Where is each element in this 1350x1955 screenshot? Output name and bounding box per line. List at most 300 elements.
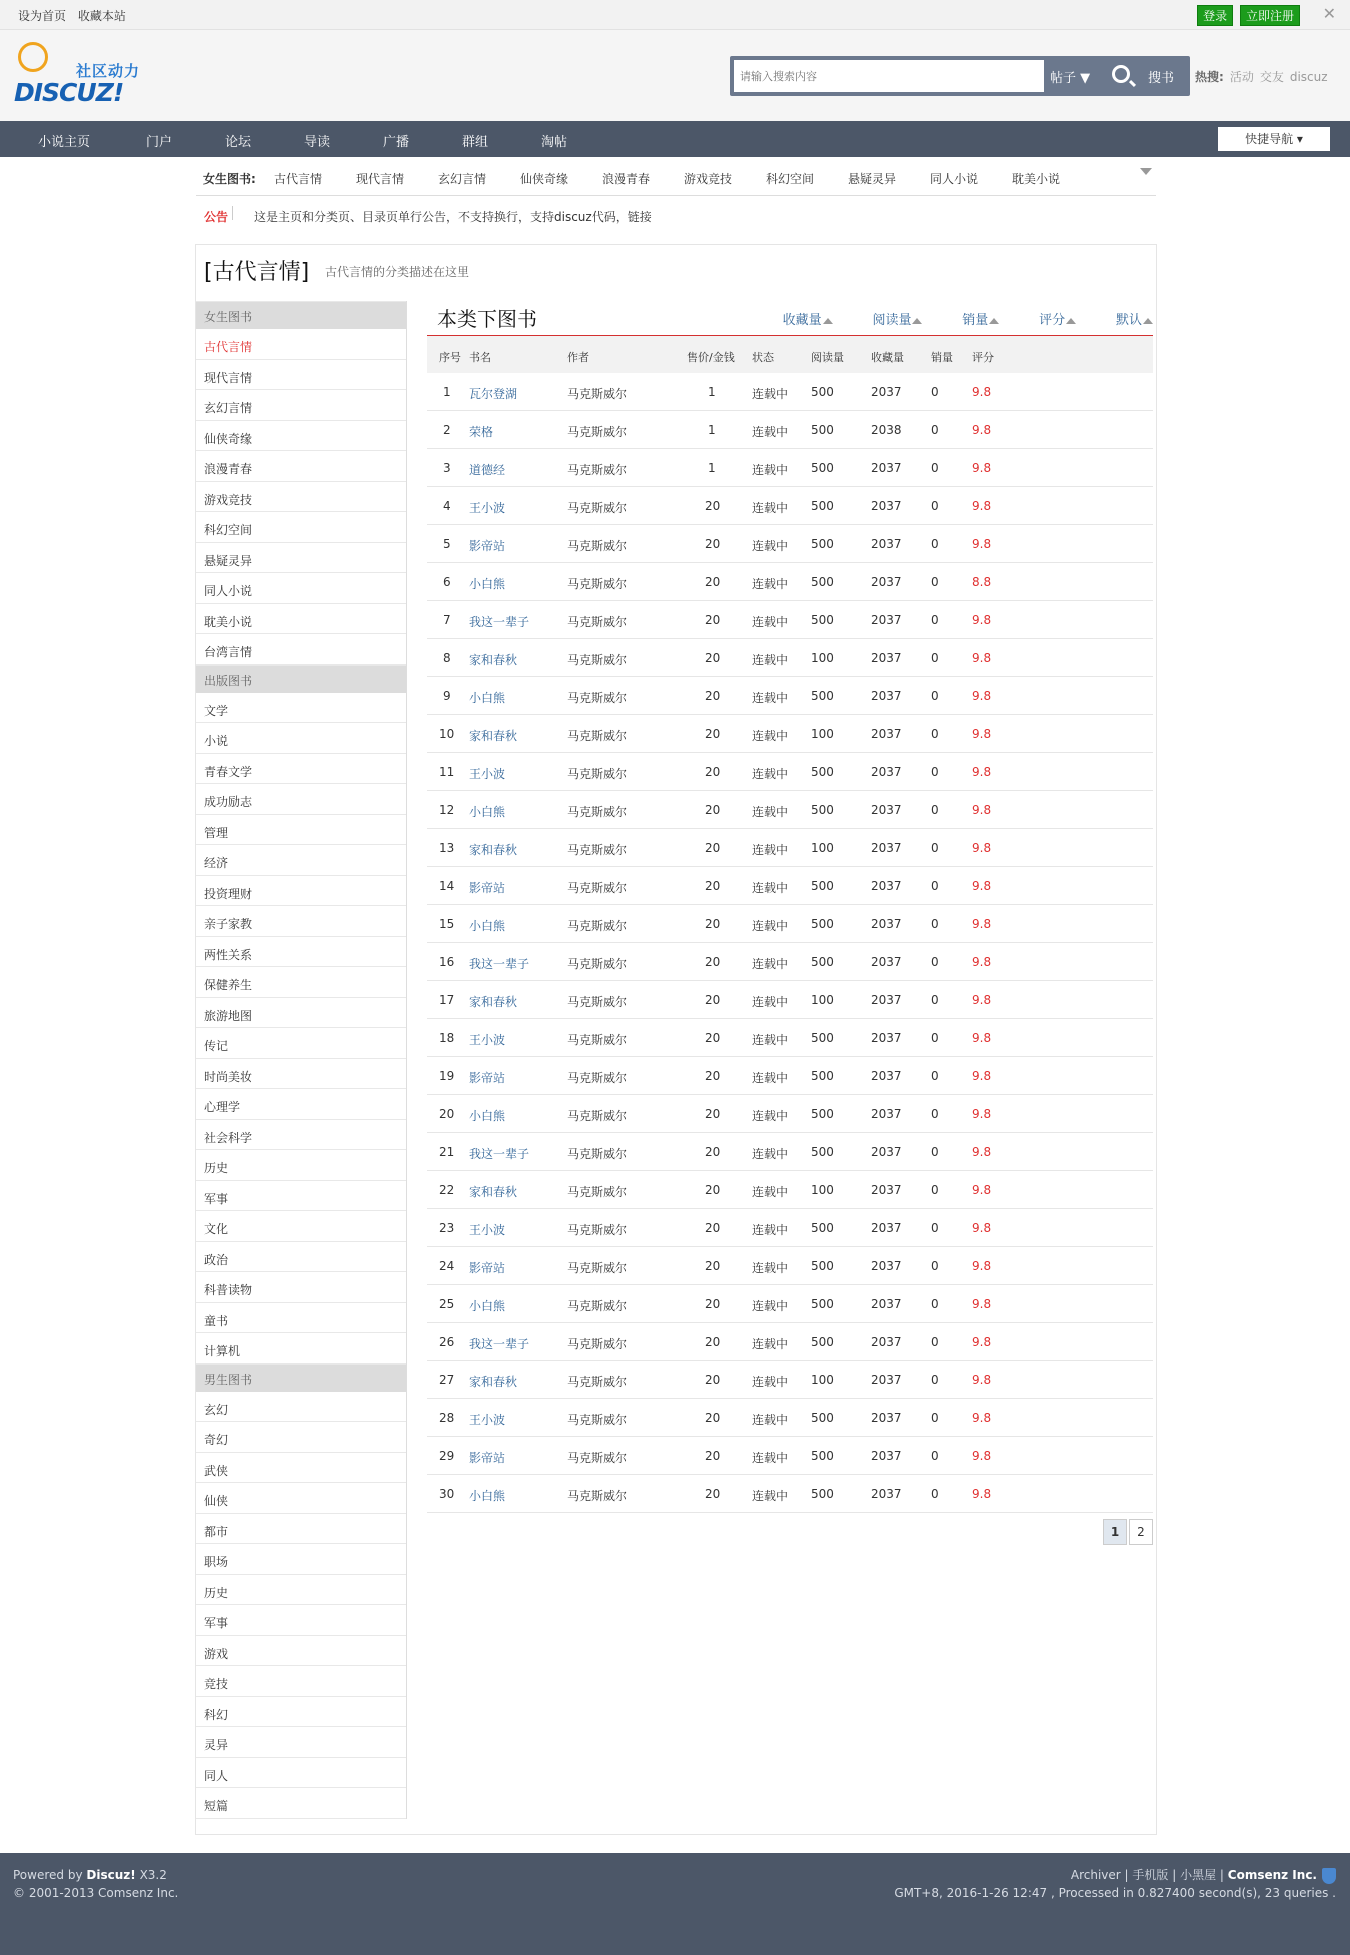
category-link[interactable]: 古代言情 bbox=[274, 172, 323, 186]
company-link[interactable]: Comsenz Inc. bbox=[1227, 1868, 1317, 1882]
book-title-link[interactable]: 家和春秋 bbox=[469, 729, 518, 743]
table-cell: 0 bbox=[931, 1411, 939, 1425]
rating-cell: 9.8 bbox=[972, 1145, 992, 1159]
table-cell: 500 bbox=[811, 1031, 834, 1045]
table-cell: 连载中 bbox=[752, 1261, 789, 1275]
table-cell: 连载中 bbox=[752, 1147, 789, 1161]
book-title-link[interactable]: 小白熊 bbox=[469, 1109, 506, 1123]
rating-cell: 9.8 bbox=[972, 1107, 992, 1121]
book-title-link[interactable]: 家和春秋 bbox=[469, 1375, 518, 1389]
sort-options bbox=[747, 309, 1153, 328]
shield-icon bbox=[1322, 1868, 1336, 1884]
sidebar-item[interactable]: 计算机 bbox=[196, 1333, 406, 1364]
column-header: 作者 bbox=[567, 351, 589, 364]
sidebar-item[interactable]: 奇幻 bbox=[196, 1422, 406, 1453]
table-cell: 20 bbox=[705, 1031, 721, 1045]
table-cell: 24 bbox=[439, 1259, 455, 1273]
sidebar-item[interactable]: 短篇 bbox=[196, 1788, 406, 1819]
rating-cell: 9.8 bbox=[972, 499, 992, 513]
table-cell: 连载中 bbox=[752, 1337, 789, 1351]
book-title-link[interactable]: 王小波 bbox=[469, 1033, 506, 1047]
rating-cell: 9.8 bbox=[972, 1031, 992, 1045]
table-cell: 2038 bbox=[871, 423, 902, 437]
table-cell: 连载中 bbox=[752, 653, 789, 667]
sidebar-item[interactable]: 同人 bbox=[196, 1758, 406, 1789]
book-title-link[interactable]: 小白熊 bbox=[469, 919, 506, 933]
table-cell: 2037 bbox=[871, 499, 902, 513]
category-link[interactable]: 同人小说 bbox=[930, 172, 979, 186]
table-cell: 0 bbox=[931, 727, 939, 741]
sidebar-item[interactable]: 武侠 bbox=[196, 1453, 406, 1484]
footer-link[interactable]: 小黑屋 bbox=[1180, 1868, 1217, 1882]
book-title-link[interactable]: 我这一辈子 bbox=[469, 957, 530, 971]
book-title-link[interactable]: 王小波 bbox=[469, 1413, 506, 1427]
table-cell: 500 bbox=[811, 1221, 834, 1235]
sidebar-item[interactable]: 灵异 bbox=[196, 1727, 406, 1758]
table-cell: 500 bbox=[811, 955, 834, 969]
hot-search bbox=[1195, 68, 1334, 85]
sort-rating[interactable] bbox=[1021, 309, 1076, 328]
book-title-link[interactable]: 小白熊 bbox=[469, 1299, 506, 1313]
table-row bbox=[427, 1057, 1153, 1095]
sort-label: 收藏量 bbox=[782, 313, 822, 328]
nav-item-groups[interactable]: 群组 bbox=[462, 135, 489, 150]
table-cell: 连载中 bbox=[752, 1489, 789, 1503]
rating-cell: 9.8 bbox=[972, 1221, 992, 1235]
sidebar-item[interactable]: 游戏竞技 bbox=[196, 482, 406, 513]
sidebar-item[interactable]: 保健养生 bbox=[196, 967, 406, 998]
table-row bbox=[427, 1133, 1153, 1171]
book-title-link[interactable]: 家和春秋 bbox=[469, 653, 518, 667]
table-cell: 连载中 bbox=[752, 957, 789, 971]
table-cell: 马克斯威尔 bbox=[567, 501, 628, 515]
table-cell: 500 bbox=[811, 1107, 834, 1121]
table-cell: 500 bbox=[811, 803, 834, 817]
book-title-link[interactable]: 影帝站 bbox=[469, 539, 506, 553]
table-row bbox=[427, 1323, 1153, 1361]
table-cell: 连载中 bbox=[752, 843, 789, 857]
table-cell: 0 bbox=[931, 1031, 939, 1045]
table-cell: 0 bbox=[931, 765, 939, 779]
table-cell: 0 bbox=[931, 1221, 939, 1235]
nav-item-guide[interactable]: 导读 bbox=[304, 135, 331, 150]
table-cell: 500 bbox=[811, 1297, 834, 1311]
table-cell: 2037 bbox=[871, 461, 902, 475]
table-cell: 20 bbox=[439, 1107, 455, 1121]
table-cell: 20 bbox=[705, 613, 721, 627]
table-cell: 连载中 bbox=[752, 1375, 789, 1389]
sidebar-item[interactable]: 军事 bbox=[196, 1605, 406, 1636]
sidebar-item[interactable]: 科幻 bbox=[196, 1697, 406, 1728]
table-cell: 5 bbox=[443, 537, 451, 551]
table-row bbox=[427, 563, 1153, 601]
login-button[interactable]: 登录 bbox=[1197, 5, 1233, 26]
nav-item-novel-home[interactable]: 小说主页 bbox=[38, 135, 91, 150]
table-cell: 0 bbox=[931, 1297, 939, 1311]
table-cell: 19 bbox=[439, 1069, 455, 1083]
sidebar-item[interactable]: 同人小说 bbox=[196, 573, 406, 604]
book-title-link[interactable]: 瓦尔登湖 bbox=[469, 387, 518, 401]
sidebar-item[interactable]: 仙侠奇缘 bbox=[196, 421, 406, 452]
sidebar-item[interactable]: 亲子家教 bbox=[196, 906, 406, 937]
table-cell: 2037 bbox=[871, 1069, 902, 1083]
rating-cell: 9.8 bbox=[972, 955, 992, 969]
table-cell: 20 bbox=[705, 1449, 721, 1463]
table-cell: 连载中 bbox=[752, 1071, 789, 1085]
rating-cell: 9.8 bbox=[972, 1069, 992, 1083]
sort-favorites[interactable] bbox=[765, 309, 833, 328]
table-cell: 1 bbox=[443, 385, 451, 399]
table-cell: 0 bbox=[931, 385, 939, 399]
search-type-select[interactable] bbox=[1050, 67, 1090, 86]
footer-link[interactable]: 手机版 bbox=[1132, 1868, 1169, 1882]
table-cell: 27 bbox=[439, 1373, 455, 1387]
sidebar-item[interactable]: 浪漫青春 bbox=[196, 451, 406, 482]
category-link[interactable]: 现代言情 bbox=[356, 172, 405, 186]
sort-reads[interactable] bbox=[854, 309, 922, 328]
logo[interactable] bbox=[14, 42, 154, 112]
table-cell: 500 bbox=[811, 879, 834, 893]
chevron-down-icon: ▼ bbox=[1080, 71, 1091, 86]
book-title-link[interactable]: 影帝站 bbox=[469, 881, 506, 895]
sidebar-item[interactable]: 经济 bbox=[196, 845, 406, 876]
sidebar-item[interactable]: 仙侠 bbox=[196, 1483, 406, 1514]
sidebar-item[interactable]: 投资理财 bbox=[196, 876, 406, 907]
table-cell: 30 bbox=[439, 1487, 455, 1501]
table-cell: 20 bbox=[705, 1107, 721, 1121]
close-icon[interactable]: ✕ bbox=[1322, 4, 1336, 23]
quick-nav-label: 快捷导航 bbox=[1245, 132, 1294, 146]
table-cell: 0 bbox=[931, 879, 939, 893]
table-cell: 20 bbox=[705, 651, 721, 665]
table-cell: 17 bbox=[439, 993, 455, 1007]
table-cell: 0 bbox=[931, 499, 939, 513]
table-cell: 20 bbox=[705, 955, 721, 969]
sidebar-item[interactable]: 耽美小说 bbox=[196, 604, 406, 635]
table-cell: 马克斯威尔 bbox=[567, 1147, 628, 1161]
table-cell: 7 bbox=[443, 613, 451, 627]
table-cell: 连载中 bbox=[752, 615, 789, 629]
table-cell: 2037 bbox=[871, 1221, 902, 1235]
rating-cell: 9.8 bbox=[972, 765, 992, 779]
logo-brand: DISCUZ! bbox=[14, 78, 124, 107]
table-cell: 0 bbox=[931, 841, 939, 855]
nav-item-broadcast[interactable]: 广播 bbox=[383, 135, 410, 150]
sidebar-item[interactable]: 管理 bbox=[196, 815, 406, 846]
table-cell: 26 bbox=[439, 1335, 455, 1349]
column-header: 收藏量 bbox=[871, 351, 904, 364]
table-cell: 500 bbox=[811, 917, 834, 931]
rating-cell: 9.8 bbox=[972, 1449, 992, 1463]
table-cell: 20 bbox=[705, 575, 721, 589]
sidebar-item[interactable]: 竞技 bbox=[196, 1666, 406, 1697]
table-cell: 马克斯威尔 bbox=[567, 729, 628, 743]
table-cell: 500 bbox=[811, 461, 834, 475]
table-cell: 20 bbox=[705, 1411, 721, 1425]
table-cell: 0 bbox=[931, 955, 939, 969]
nav-item-portal[interactable]: 门户 bbox=[146, 135, 173, 150]
table-cell: 0 bbox=[931, 613, 939, 627]
quick-nav-button[interactable] bbox=[1218, 127, 1330, 151]
table-row bbox=[427, 525, 1153, 563]
sort-default[interactable] bbox=[1098, 309, 1153, 328]
book-title-link[interactable]: 影帝站 bbox=[469, 1071, 506, 1085]
table-cell: 0 bbox=[931, 917, 939, 931]
nav-item-collections[interactable]: 淘帖 bbox=[541, 135, 568, 150]
sidebar-item[interactable]: 童书 bbox=[196, 1303, 406, 1334]
rating-cell: 9.8 bbox=[972, 841, 992, 855]
sidebar-item[interactable]: 玄幻言情 bbox=[196, 390, 406, 421]
table-cell: 马克斯威尔 bbox=[567, 387, 628, 401]
book-title-link[interactable]: 小白熊 bbox=[469, 805, 506, 819]
hot-item[interactable]: 活动 bbox=[1229, 70, 1254, 84]
column-header: 书名 bbox=[469, 351, 491, 364]
book-title-link[interactable]: 小白熊 bbox=[469, 577, 506, 591]
table-cell: 20 bbox=[705, 917, 721, 931]
rating-cell: 9.8 bbox=[972, 1297, 992, 1311]
copyright: © 2001-2013 Comsenz Inc. bbox=[13, 1886, 179, 1900]
table-cell: 马克斯威尔 bbox=[567, 1489, 628, 1503]
category-link[interactable]: 浪漫青春 bbox=[602, 172, 651, 186]
category-link[interactable]: 游戏竞技 bbox=[684, 172, 733, 186]
sidebar-item[interactable]: 文化 bbox=[196, 1211, 406, 1242]
rating-cell: 9.8 bbox=[972, 879, 992, 893]
column-header: 阅读量 bbox=[811, 351, 844, 364]
table-cell: 连载中 bbox=[752, 387, 789, 401]
sidebar-item[interactable]: 政治 bbox=[196, 1242, 406, 1273]
sidebar-item[interactable]: 时尚美妆 bbox=[196, 1059, 406, 1090]
book-title-link[interactable]: 小白熊 bbox=[469, 1489, 506, 1503]
table-cell: 1 bbox=[708, 385, 716, 399]
logo-tagline: 社区动力 bbox=[76, 62, 141, 80]
table-cell: 0 bbox=[931, 1183, 939, 1197]
table-row bbox=[427, 1475, 1153, 1513]
table-cell: 马克斯威尔 bbox=[567, 1261, 628, 1275]
set-homepage-link[interactable]: 设为首页 bbox=[18, 9, 67, 23]
brand-link[interactable]: Discuz! bbox=[86, 1868, 136, 1882]
table-cell: 马克斯威尔 bbox=[567, 1109, 628, 1123]
list-title: 本类下图书 bbox=[437, 307, 537, 331]
table-cell: 0 bbox=[931, 993, 939, 1007]
table-cell: 连载中 bbox=[752, 1299, 789, 1313]
table-row bbox=[427, 905, 1153, 943]
book-title-link[interactable]: 我这一辈子 bbox=[469, 615, 530, 629]
search-input[interactable] bbox=[734, 60, 1044, 92]
sidebar-item[interactable]: 现代言情 bbox=[196, 360, 406, 391]
table-cell: 0 bbox=[931, 1069, 939, 1083]
sidebar-item[interactable]: 心理学 bbox=[196, 1089, 406, 1120]
rating-cell: 9.8 bbox=[972, 1373, 992, 1387]
table-cell: 马克斯威尔 bbox=[567, 539, 628, 553]
footer-link[interactable]: Archiver bbox=[1070, 1868, 1121, 1882]
hot-label: 热搜: bbox=[1195, 70, 1224, 84]
table-row bbox=[427, 753, 1153, 791]
sidebar-item[interactable]: 文学 bbox=[196, 693, 406, 724]
table-cell: 2037 bbox=[871, 993, 902, 1007]
sidebar-item[interactable]: 科普读物 bbox=[196, 1272, 406, 1303]
category-link[interactable]: 玄幻言情 bbox=[438, 172, 487, 186]
table-cell: 马克斯威尔 bbox=[567, 1299, 628, 1313]
rating-cell: 9.8 bbox=[972, 651, 992, 665]
page-button[interactable]: 1 bbox=[1103, 1519, 1127, 1545]
table-cell: 2037 bbox=[871, 727, 902, 741]
sidebar-item[interactable]: 玄幻 bbox=[196, 1392, 406, 1423]
table-cell: 28 bbox=[439, 1411, 455, 1425]
rating-cell: 9.8 bbox=[972, 385, 992, 399]
sort-label: 销量 bbox=[962, 313, 989, 328]
sidebar-item[interactable]: 科幻空间 bbox=[196, 512, 406, 543]
sidebar-item[interactable]: 都市 bbox=[196, 1514, 406, 1545]
bookmark-link[interactable]: 收藏本站 bbox=[77, 9, 126, 23]
version: X3.2 bbox=[139, 1868, 167, 1882]
table-cell: 连载中 bbox=[752, 919, 789, 933]
sidebar-item[interactable]: 历史 bbox=[196, 1150, 406, 1181]
table-cell: 18 bbox=[439, 1031, 455, 1045]
table-cell: 2037 bbox=[871, 1183, 902, 1197]
page-button[interactable]: 2 bbox=[1129, 1519, 1153, 1545]
table-cell: 马克斯威尔 bbox=[567, 1185, 628, 1199]
book-title-link[interactable]: 王小波 bbox=[469, 501, 506, 515]
table-cell: 连载中 bbox=[752, 881, 789, 895]
table-cell: 1 bbox=[708, 461, 716, 475]
table-cell: 0 bbox=[931, 537, 939, 551]
category-link[interactable]: 仙侠奇缘 bbox=[520, 172, 569, 186]
table-cell: 马克斯威尔 bbox=[567, 463, 628, 477]
table-cell: 0 bbox=[931, 651, 939, 665]
sidebar bbox=[196, 301, 407, 1819]
table-cell: 100 bbox=[811, 651, 834, 665]
table-cell: 20 bbox=[705, 1183, 721, 1197]
sidebar-item[interactable]: 悬疑灵异 bbox=[196, 543, 406, 574]
table-row bbox=[427, 411, 1153, 449]
table-row bbox=[427, 791, 1153, 829]
sort-up-icon bbox=[1066, 318, 1076, 324]
table-cell: 8 bbox=[443, 651, 451, 665]
rating-cell: 9.8 bbox=[972, 727, 992, 741]
sort-up-icon bbox=[912, 318, 922, 324]
register-button[interactable]: 立即注册 bbox=[1240, 5, 1300, 26]
sidebar-group-header: 女生图书 bbox=[196, 301, 406, 329]
sidebar-group-header: 男生图书 bbox=[196, 1364, 406, 1392]
book-title-link[interactable]: 道德经 bbox=[469, 463, 506, 477]
table-cell: 10 bbox=[439, 727, 455, 741]
book-title-link[interactable]: 我这一辈子 bbox=[469, 1147, 530, 1161]
table-cell: 16 bbox=[439, 955, 455, 969]
table-cell: 6 bbox=[443, 575, 451, 589]
search-icon[interactable] bbox=[1112, 65, 1130, 83]
table-cell: 20 bbox=[705, 879, 721, 893]
book-title-link[interactable]: 家和春秋 bbox=[469, 843, 518, 857]
sort-sales[interactable] bbox=[944, 309, 999, 328]
sidebar-item[interactable]: 青春文学 bbox=[196, 754, 406, 785]
book-title-link[interactable]: 小白熊 bbox=[469, 691, 506, 705]
sidebar-item[interactable]: 旅游地图 bbox=[196, 998, 406, 1029]
table-cell: 0 bbox=[931, 423, 939, 437]
rating-cell: 9.8 bbox=[972, 1259, 992, 1273]
table-row bbox=[427, 867, 1153, 905]
column-header: 售价/金钱 bbox=[687, 351, 735, 364]
table-body bbox=[427, 373, 1153, 1513]
book-title-link[interactable]: 王小波 bbox=[469, 767, 506, 781]
column-header: 状态 bbox=[752, 351, 774, 364]
category-link[interactable]: 耽美小说 bbox=[1012, 172, 1061, 186]
table-cell: 2037 bbox=[871, 1449, 902, 1463]
table-cell: 0 bbox=[931, 1107, 939, 1121]
table-cell: 20 bbox=[705, 1297, 721, 1311]
notice-bar bbox=[196, 200, 1156, 234]
table-row bbox=[427, 677, 1153, 715]
table-cell: 连载中 bbox=[752, 425, 789, 439]
sidebar-item[interactable]: 军事 bbox=[196, 1181, 406, 1212]
category-link[interactable]: 悬疑灵异 bbox=[848, 172, 897, 186]
table-cell: 马克斯威尔 bbox=[567, 1451, 628, 1465]
table-cell: 13 bbox=[439, 841, 455, 855]
book-title-link[interactable]: 荣格 bbox=[469, 425, 494, 439]
table-cell: 21 bbox=[439, 1145, 455, 1159]
table-cell: 马克斯威尔 bbox=[567, 1337, 628, 1351]
sidebar-item[interactable]: 古代言情 bbox=[196, 329, 406, 360]
book-title-link[interactable]: 影帝站 bbox=[469, 1451, 506, 1465]
pagination bbox=[1101, 1519, 1153, 1545]
sidebar-item[interactable]: 职场 bbox=[196, 1544, 406, 1575]
table-cell: 500 bbox=[811, 1449, 834, 1463]
table-cell: 0 bbox=[931, 1145, 939, 1159]
table-cell: 20 bbox=[705, 765, 721, 779]
table-row bbox=[427, 1019, 1153, 1057]
table-cell: 0 bbox=[931, 1259, 939, 1273]
bulb-icon bbox=[18, 42, 48, 72]
sidebar-item[interactable]: 游戏 bbox=[196, 1636, 406, 1667]
sidebar-item[interactable]: 历史 bbox=[196, 1575, 406, 1606]
main-nav bbox=[0, 121, 1350, 157]
table-row bbox=[427, 1095, 1153, 1133]
search-box bbox=[730, 56, 1190, 96]
expand-icon[interactable] bbox=[1140, 168, 1152, 175]
sidebar-item[interactable]: 两性关系 bbox=[196, 937, 406, 968]
rating-cell: 9.8 bbox=[972, 1183, 992, 1197]
category-bar-label: 女生图书: bbox=[203, 172, 256, 186]
sidebar-item[interactable]: 小说 bbox=[196, 723, 406, 754]
table-cell: 25 bbox=[439, 1297, 455, 1311]
book-title-link[interactable]: 我这一辈子 bbox=[469, 1337, 530, 1351]
table-cell: 马克斯威尔 bbox=[567, 1223, 628, 1237]
table-cell: 2037 bbox=[871, 1297, 902, 1311]
table-row bbox=[427, 373, 1153, 411]
search-button[interactable]: 搜书 bbox=[1148, 71, 1175, 86]
sidebar-item[interactable]: 社会科学 bbox=[196, 1120, 406, 1151]
book-title-link[interactable]: 家和春秋 bbox=[469, 995, 518, 1009]
nav-item-forum[interactable]: 论坛 bbox=[225, 135, 252, 150]
book-title-link[interactable]: 王小波 bbox=[469, 1223, 506, 1237]
rating-cell: 9.8 bbox=[972, 1487, 992, 1501]
table-cell: 2037 bbox=[871, 537, 902, 551]
sidebar-item[interactable]: 台湾言情 bbox=[196, 634, 406, 665]
table-cell: 500 bbox=[811, 689, 834, 703]
table-cell: 1 bbox=[708, 423, 716, 437]
table-cell: 马克斯威尔 bbox=[567, 767, 628, 781]
sidebar-group-header: 出版图书 bbox=[196, 665, 406, 693]
sidebar-item[interactable]: 成功励志 bbox=[196, 784, 406, 815]
table-cell: 0 bbox=[931, 689, 939, 703]
column-header: 销量 bbox=[931, 351, 953, 364]
hot-item[interactable]: 交友 bbox=[1259, 70, 1284, 84]
category-link[interactable]: 科幻空间 bbox=[766, 172, 815, 186]
sidebar-item[interactable]: 传记 bbox=[196, 1028, 406, 1059]
book-title-link[interactable]: 家和春秋 bbox=[469, 1185, 518, 1199]
book-title-link[interactable]: 影帝站 bbox=[469, 1261, 506, 1275]
sort-up-icon bbox=[823, 318, 833, 324]
hot-item[interactable]: discuz bbox=[1289, 70, 1328, 84]
